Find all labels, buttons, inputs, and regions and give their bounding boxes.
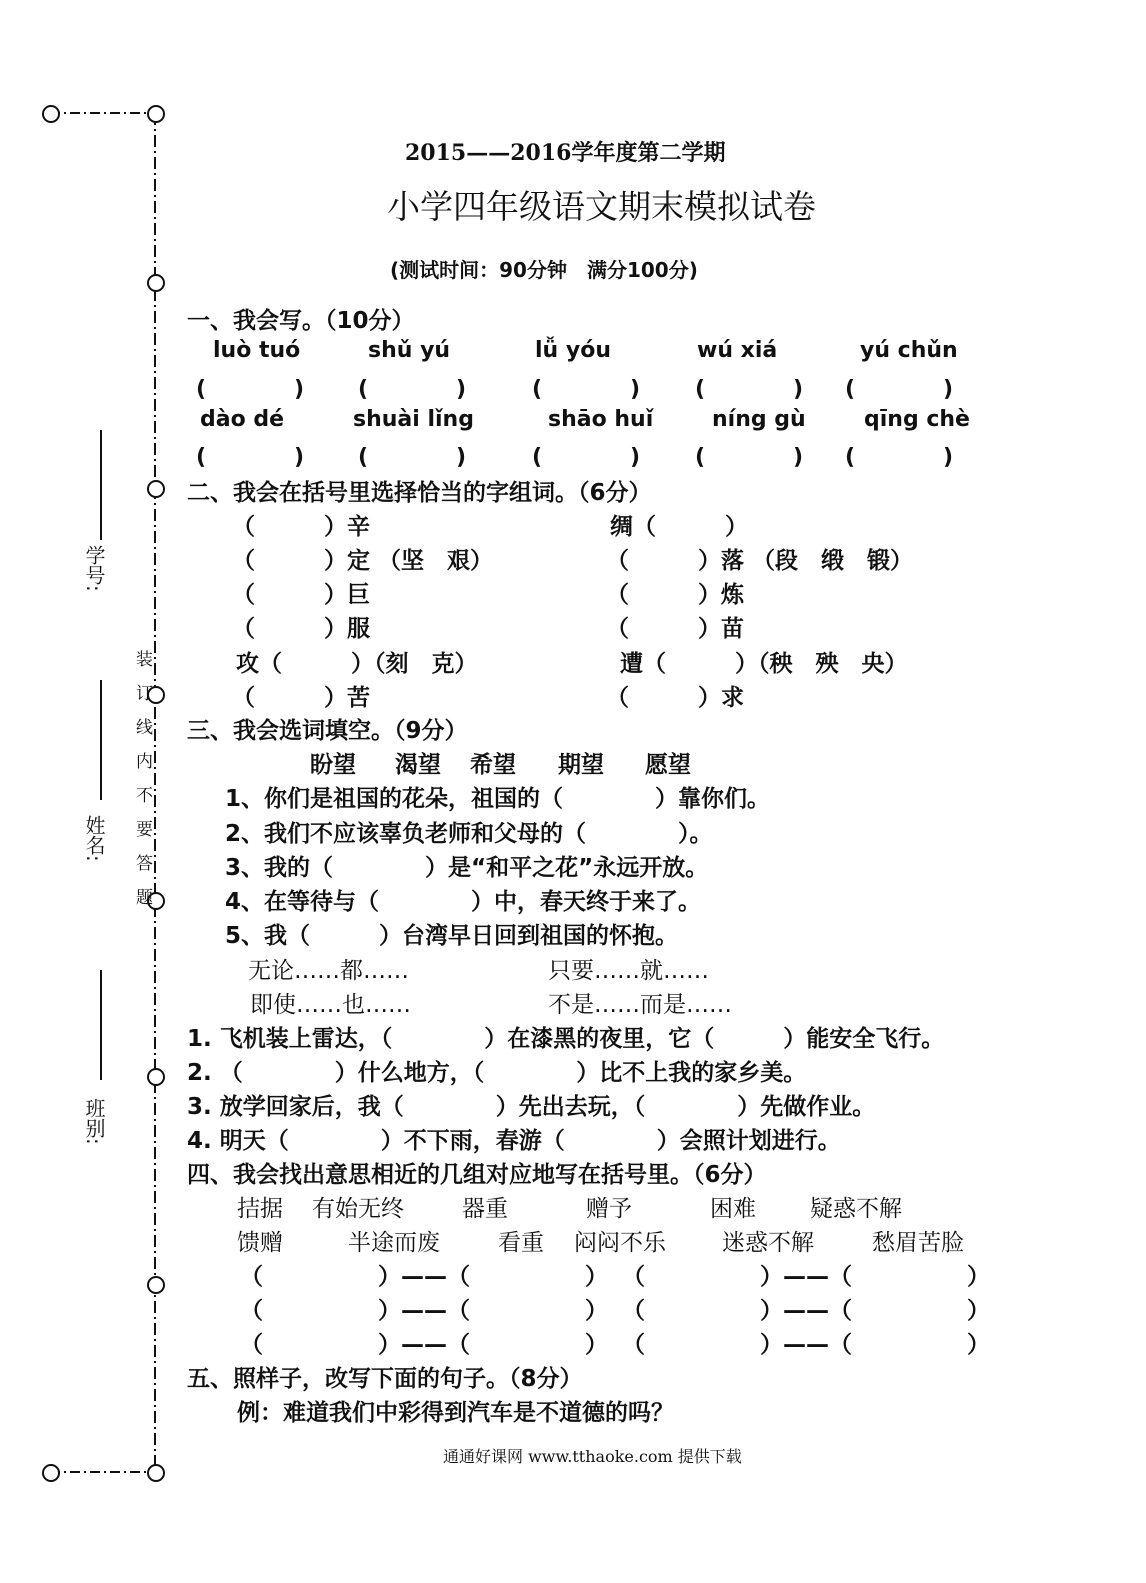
fill-sentence[interactable]: 3、我的（ ）是“和平之花”永远开放。 — [225, 855, 709, 881]
pinyin: shǔ yú — [368, 338, 451, 363]
word-item[interactable]: （ ）定 （坚 艰） — [232, 548, 494, 574]
answer-blank[interactable]: ( ) — [358, 445, 467, 470]
answer-blank[interactable]: ( ) — [196, 445, 305, 470]
pinyin: shāo huǐ — [548, 407, 654, 432]
pinyin: lǚ yóu — [535, 338, 611, 363]
conjunction-option: 不是……而是…… — [548, 992, 732, 1018]
word-option: 盼望 — [310, 752, 356, 778]
answer-blank[interactable]: ( ) — [695, 377, 804, 402]
fill-sentence[interactable]: 4. 明天（ ）不下雨，春游（ ）会照计划进行。 — [187, 1128, 841, 1154]
pair-blank[interactable]: （ ）——（ ） — [240, 1264, 608, 1290]
conjunction-option: 无论……都…… — [248, 958, 409, 984]
section-4-title: 四、我会找出意思相近的几组对应地写在括号里。（6分） — [187, 1162, 767, 1188]
binding-hole — [147, 105, 165, 123]
class-label: 班别: — [82, 1098, 106, 1145]
fill-sentence[interactable]: 1、你们是祖国的花朵，祖国的（ ）靠你们。 — [225, 786, 771, 812]
section-2-title: 二、我会在括号里选择恰当的字组词。（6分） — [187, 480, 652, 506]
word-item[interactable]: （ ）苦 — [232, 685, 370, 711]
answer-blank[interactable]: ( ) — [845, 445, 954, 470]
answer-blank[interactable]: ( ) — [532, 377, 641, 402]
answer-blank[interactable]: ( ) — [196, 377, 305, 402]
word-item[interactable]: （ ）落 （段 缎 锻） — [606, 548, 914, 574]
pair-blank[interactable]: （ ）——（ ） — [622, 1298, 990, 1324]
binding-hole — [147, 480, 165, 498]
word-option: 希望 — [470, 752, 516, 778]
binding-hole — [42, 105, 60, 123]
pair-blank[interactable]: （ ）——（ ） — [240, 1298, 608, 1324]
pair-blank[interactable]: （ ）——（ ） — [622, 1264, 990, 1290]
pinyin: níng gù — [712, 407, 806, 432]
idiom: 迷惑不解 — [722, 1230, 814, 1256]
word-item[interactable]: 遭（ ）（秧 殃 央） — [620, 651, 908, 677]
pair-blank[interactable]: （ ）——（ ） — [622, 1332, 990, 1358]
pinyin: qīng chè — [864, 407, 970, 432]
conjunction-option: 只要……就…… — [548, 958, 709, 984]
answer-blank[interactable]: ( ) — [532, 445, 641, 470]
pinyin: shuài lǐng — [353, 407, 474, 432]
binding-hole — [147, 274, 165, 292]
word-option: 期望 — [558, 752, 604, 778]
word-item[interactable]: （ ）辛 — [232, 514, 370, 540]
class-line[interactable] — [100, 970, 102, 1080]
answer-blank[interactable]: ( ) — [695, 445, 804, 470]
word-item[interactable]: （ ）苗 — [606, 616, 744, 642]
fill-sentence[interactable]: 2、我们不应该辜负老师和父母的（ ）。 — [225, 821, 713, 847]
idiom: 疑惑不解 — [810, 1196, 902, 1222]
pinyin: dào dé — [200, 407, 285, 432]
conjunction-option: 即使……也…… — [250, 992, 411, 1018]
word-item[interactable]: （ ）巨 — [232, 582, 370, 608]
binding-hole — [42, 1464, 60, 1482]
word-item[interactable]: （ ）求 — [606, 685, 744, 711]
idiom: 器重 — [462, 1196, 508, 1222]
word-item[interactable]: （ ）炼 — [606, 582, 744, 608]
section-1-title: 一、我会写。（10分） — [187, 308, 415, 334]
term-heading: 2015——2016学年度第二学期 — [405, 140, 726, 166]
name-label: 姓名: — [82, 815, 106, 862]
word-item[interactable]: 攻（ ）（刻 克） — [236, 651, 478, 677]
idiom: 闷闷不乐 — [574, 1230, 666, 1256]
binding-hole — [147, 1276, 165, 1294]
idiom: 馈赠 — [237, 1230, 283, 1256]
answer-blank[interactable]: ( ) — [845, 377, 954, 402]
answer-blank[interactable]: ( ) — [358, 377, 467, 402]
word-option: 渴望 — [395, 752, 441, 778]
fill-sentence[interactable]: 1. 飞机装上雷达，（ ）在漆黑的夜里，它（ ）能安全飞行。 — [187, 1026, 945, 1052]
binding-notice: 装 订 线 内 不 要 答 题 — [132, 650, 152, 905]
word-option: 愿望 — [645, 752, 691, 778]
student-no-label: 学号: — [82, 545, 106, 592]
subtitle: (测试时间：90分钟 满分100分) — [390, 258, 698, 282]
binding-hole — [147, 1068, 165, 1086]
idiom: 赠予 — [586, 1196, 632, 1222]
idiom: 拮据 — [237, 1196, 283, 1222]
section-5-title: 五、照样子，改写下面的句子。（8分） — [187, 1366, 583, 1392]
fill-sentence[interactable]: 5、我（ ）台湾早日回到祖国的怀抱。 — [225, 923, 679, 949]
name-line[interactable] — [100, 680, 102, 800]
word-item[interactable]: 绸（ ） — [610, 514, 748, 540]
idiom: 愁眉苦脸 — [872, 1230, 964, 1256]
section-3-title: 三、我会选词填空。（9分） — [187, 718, 468, 744]
idiom: 有始无终 — [312, 1196, 404, 1222]
pinyin: luò tuó — [213, 338, 301, 363]
student-no-line[interactable] — [100, 430, 102, 540]
fill-sentence[interactable]: 2. （ ）什么地方，（ ）比不上我的家乡美。 — [187, 1060, 807, 1086]
word-item[interactable]: （ ）服 — [232, 616, 370, 642]
page-title: 小学四年级语文期末模拟试卷 — [387, 187, 816, 226]
fill-sentence[interactable]: 4、在等待与（ ）中，春天终于来了。 — [225, 889, 702, 915]
idiom: 看重 — [498, 1230, 544, 1256]
footer: 通通好课网 www.tthaoke.com 提供下载 — [443, 1447, 742, 1466]
pinyin: yú chǔn — [860, 338, 958, 363]
fill-sentence[interactable]: 3. 放学回家后，我（ ）先出去玩，（ ）先做作业。 — [187, 1094, 876, 1120]
pair-blank[interactable]: （ ）——（ ） — [240, 1332, 608, 1358]
idiom: 半途而废 — [348, 1230, 440, 1256]
pinyin: wú xiá — [697, 338, 778, 363]
example-sentence: 例：难道我们中彩得到汽车是不道德的吗？ — [237, 1400, 674, 1426]
idiom: 困难 — [710, 1196, 756, 1222]
binding-hole — [147, 1464, 165, 1482]
